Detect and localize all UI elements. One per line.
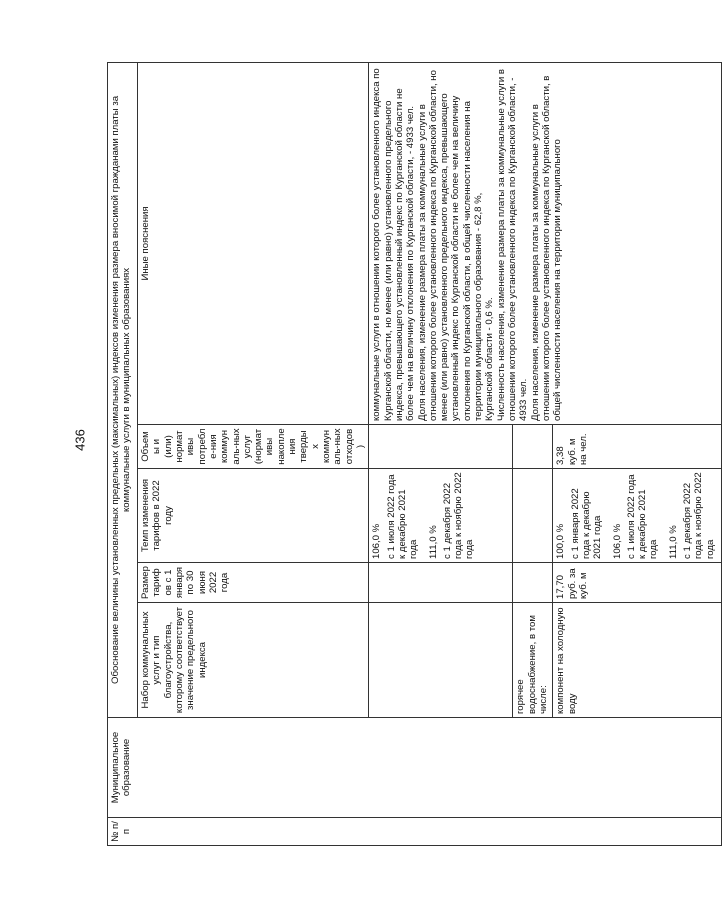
row3-volumes: 3,38 куб. м на чел.	[553, 425, 722, 469]
rotated-sheet	[107, 63, 716, 846]
row2-tariff-rate	[513, 469, 553, 563]
row3-tariff-rate: 100,0 % с 1 января 2022 года к декабрю 2021 года 106,0 % с 1 июля 2022 года к декабрю 2021 года 111,0 % с 1 декабря 2022 года к ноябрю 2022 года	[553, 469, 722, 563]
header-notes: Иные пояснения	[138, 62, 369, 424]
header-volumes: Объемы и (или) нормативы потребле-ния коммуналь-ных услуг (нормативы накопления твердых коммуналь-ных отходов)	[138, 425, 369, 469]
row1-tariff-size	[369, 563, 513, 603]
row2-tariff-size	[513, 563, 553, 603]
header-tariff-size: Размер тарифов с 1 января по 30 июня 2022 года	[138, 563, 369, 603]
row1-notes: коммунальные услуги в отношении которого более установленного индекса по Курганской области, но менее (или равно) установленного предельного индекса, превышающего установленный индекс по Курганской области не более чем на величину отклонения по Курганской области, - 4933 чел. Доля населения, изменение размера платы за коммунальные услуги в отношении которого более установленного индекса по Курганской области, но менее (или равно) установленного предельного индекса, превышающего установленный индекс по Курганской области не более чем на величину отклонения по Курганской области, в общей численности населения на территории муниципального образования - 62,8 %, Курганской области - 0,6 %. Численность населения, изменение размера платы за коммунальные услуги в отношении которого более установленного индекса по Курганской области, - 4933 чел. Доля населения, изменение размера платы за коммунальные услуги в отношении которого более установленного индекса по Курганской области, в общей численности населения на территории муниципального	[369, 62, 722, 424]
page-number: 436	[72, 429, 88, 451]
table-viewport	[107, 63, 716, 846]
table-title: Обоснование величины установленных предельных (максимальных) индексов изменения размера вносимой гражданами платы за коммунальные услуги в муниципальных образованиях	[108, 62, 138, 717]
header-service-set: Набор коммунальных услуг и тип благоустройства, которому соответствует значение предельного индекса	[138, 603, 369, 718]
row3-service-set: компонент на холодную воду	[553, 603, 722, 718]
header-tariff-rate: Темп изменения тарифов в 2022 году	[138, 469, 369, 563]
row1-volumes	[369, 425, 513, 469]
row1-tariff-rate: 106,0 % с 1 июля 2022 года к декабрю 2021 года 111,0 % с 1 декабря 2022 года к ноябрю 2022 года	[369, 469, 513, 563]
row1-service-set	[369, 603, 513, 718]
header-municipality: Муниципальное образование	[108, 718, 722, 818]
row2-service-set: горячее водоснабжение, в том числе:	[513, 603, 553, 718]
header-num: № п/п	[108, 818, 722, 846]
justification-table	[107, 62, 722, 846]
row2-volumes	[513, 425, 553, 469]
row3-tariff-size: 17,70 руб. за куб. м	[553, 563, 722, 603]
